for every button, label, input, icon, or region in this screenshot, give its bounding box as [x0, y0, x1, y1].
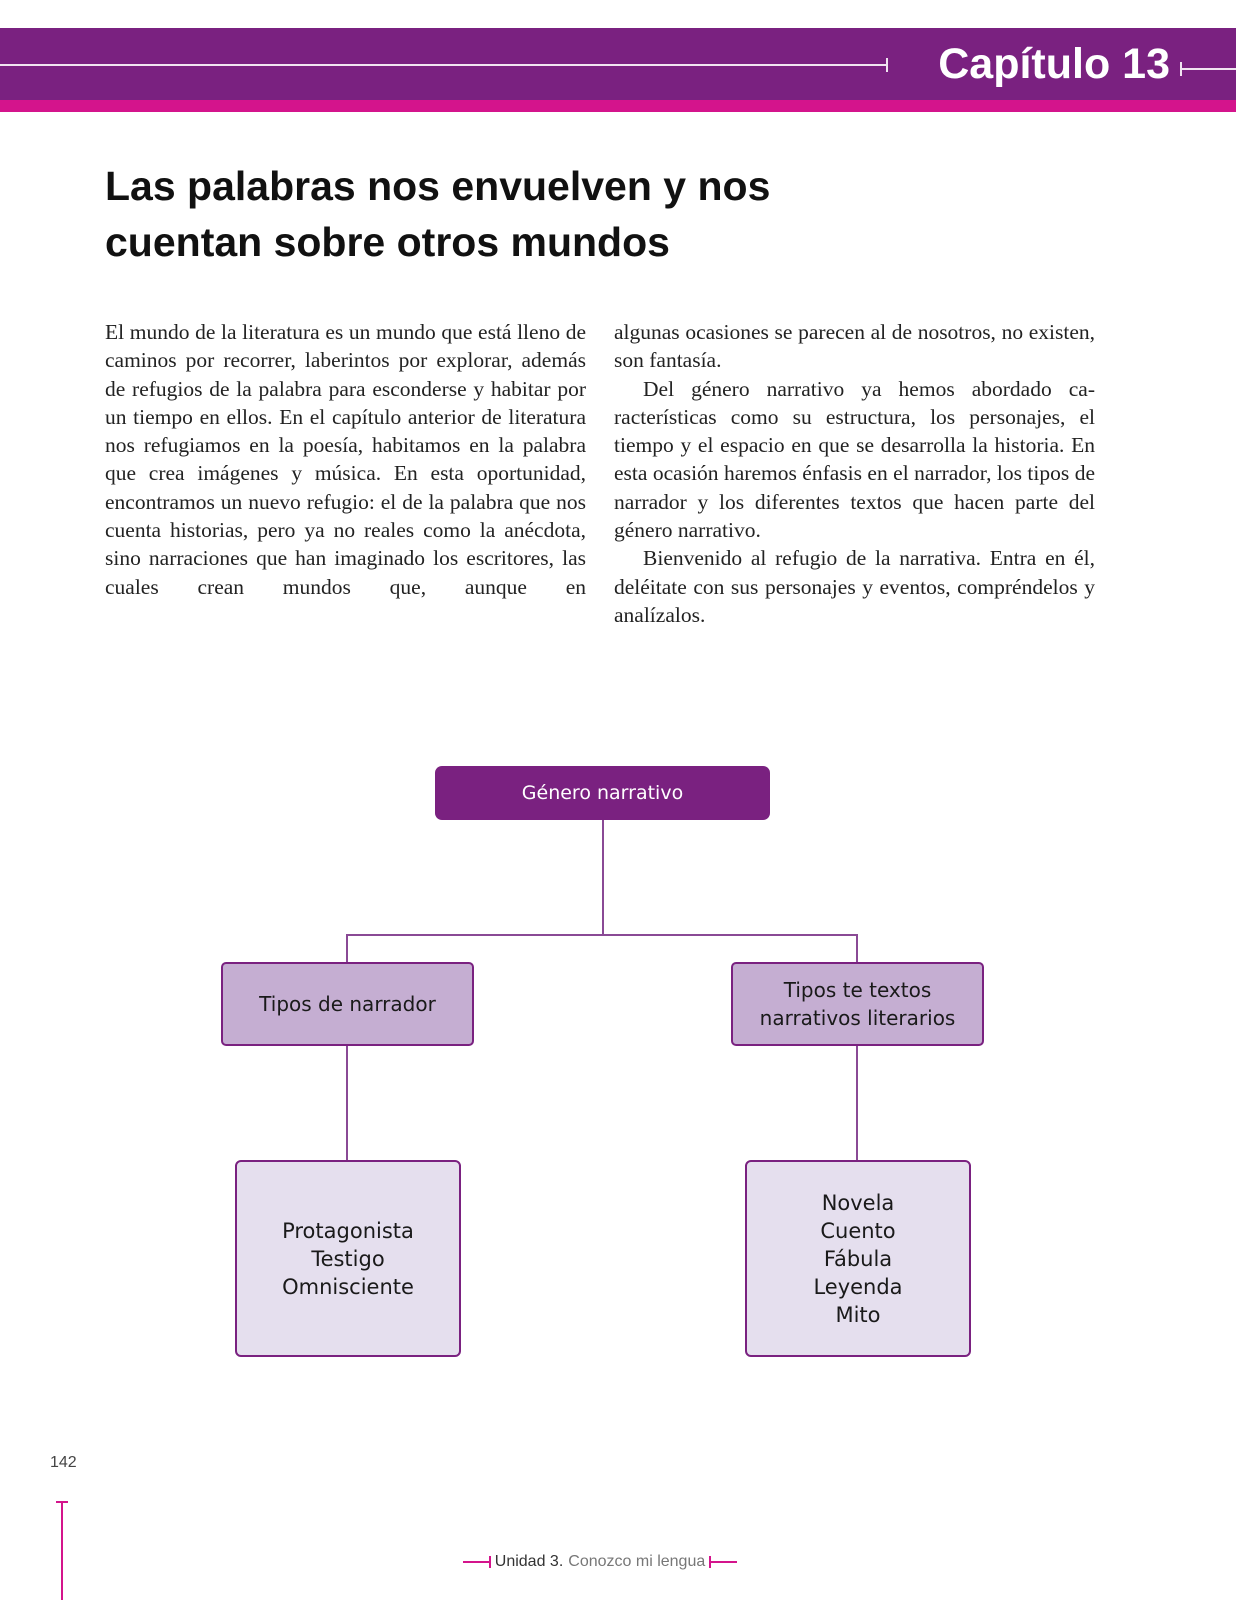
header-tick-right	[1180, 62, 1182, 76]
title-line-2: cuentan sobre otros mundos	[105, 219, 670, 265]
page-number: 142	[50, 1454, 77, 1471]
body-paragraph-1-continued: algunas ocasiones se parecen al de nosotros, no existen, son fantasía.	[614, 320, 1095, 373]
list-item: Testigo	[311, 1246, 385, 1271]
body-paragraph-1: El mundo de la literatura es un mundo que está lleno de caminos por recorrer, laberintos por explorar, además de refugios de la palabra para esconderse y habitar por un tiempo en ellos. En el capítulo anterior de literatura nos refugiamos en la poesía, habitamos en la palabra que crea imágenes y música. En esta oportunidad, encontramos un nuevo refugio: el de la palabra que nos cuenta historias, pero ya no reales como la anécdota, sino narraciones que han imaginado los escritores, las cuales crean mundos que, aunque en	[105, 320, 586, 599]
list-item: Omnisciente	[282, 1274, 414, 1299]
leaf-text-types-list	[745, 1160, 971, 1357]
node-text-types-label-2: narrativos literarios	[759, 1006, 956, 1030]
footer-unit: Unidad 3.	[494, 1553, 564, 1570]
running-footer	[460, 1551, 740, 1573]
header-rule-right	[1180, 68, 1236, 70]
connector-right-leaf	[856, 1046, 858, 1160]
list-item: Cuento	[820, 1218, 896, 1243]
title-line-1: Las palabras nos envuelven y nos	[105, 163, 771, 209]
list-item: Mito	[835, 1302, 881, 1327]
body-paragraph-3: Bienvenido al refugio de la narrativa. Entra en él, deléitate con sus personajes y eventos, compréndelos y analízalos.	[614, 546, 1095, 627]
root-node-label: Género narrativo	[521, 782, 684, 804]
header-stripe	[0, 100, 1236, 112]
body-paragraph-2: Del género narrativo ya hemos abordado características como su estructura, los personajes, el tiempo y el espacio en que se desarrolla la historia. En esta ocasión haremos énfasis en el narrador, los tipos de narrador y los diferentes textos que hacen parte del género narrativo.	[614, 376, 1095, 543]
chapter-label: Capítulo 13	[938, 40, 1170, 88]
list-item: Fábula	[823, 1246, 893, 1271]
node-text-types	[731, 962, 984, 1046]
node-narrator-types-label: Tipos de narrador	[259, 992, 436, 1016]
connector-left-leaf	[346, 1046, 348, 1162]
connector-right-down	[856, 934, 858, 964]
body-column-left	[105, 318, 586, 601]
footer-margin-rule	[61, 1502, 63, 1600]
footer-unit-name: Conozco mi lengua	[568, 1553, 706, 1570]
header-tick-left	[886, 58, 888, 72]
footer-dash-left	[463, 1561, 491, 1563]
connector-left-down	[346, 934, 348, 964]
list-item: Novela	[821, 1190, 895, 1215]
body-column-right	[614, 318, 1095, 629]
connector-root-down	[602, 820, 604, 936]
node-narrator-types	[221, 962, 474, 1046]
list-item: Leyenda	[813, 1274, 903, 1299]
node-text-types-label-1: Tipos te textos	[783, 978, 932, 1002]
root-node	[435, 766, 770, 820]
leaf-narrator-list	[235, 1160, 461, 1357]
footer-dash-right	[709, 1561, 737, 1563]
page-title	[105, 158, 865, 270]
header-rule-left	[0, 64, 888, 66]
list-item: Protagonista	[282, 1218, 414, 1243]
connector-horizontal	[346, 934, 858, 936]
